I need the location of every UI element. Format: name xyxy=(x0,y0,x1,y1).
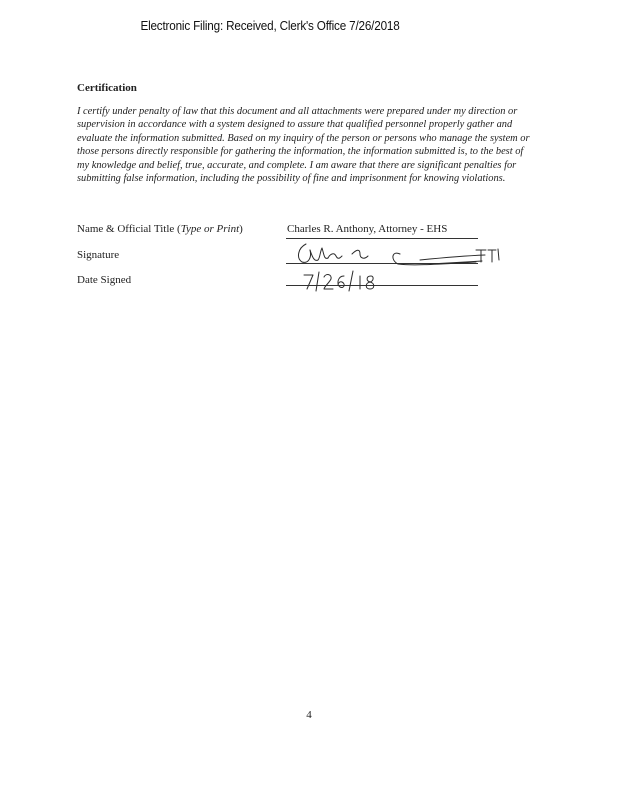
name-title-label-suffix: ) xyxy=(239,223,243,235)
date-signed-label: Date Signed xyxy=(77,274,132,286)
certification-heading: Certification xyxy=(77,82,137,94)
electronic-filing-stamp: Electronic Filing: Received, Clerk's Office 7/26/2018 xyxy=(140,18,400,33)
handwritten-signature-and-date xyxy=(280,236,510,296)
name-title-label xyxy=(77,223,243,235)
page-number: 4 xyxy=(306,709,312,721)
name-title-value: Charles R. Anthony, Attorney - EHS xyxy=(287,223,448,235)
name-title-label-italic: Type or Print xyxy=(180,223,240,235)
certification-statement: I certify under penalty of law that this document and all attachments were prepared under my direction or supervision in accordance with a system designed to assure that qualified personnel properly gather and evaluate the information submitted. Based on my inquiry of the person or persons who manage the system or those persons directly responsible for gathering the information, the information submitted is, to the best of my knowledge and belief, true, accurate, and complete. I am aware that there are significant penalties for submitting false information, including the possibility of fine and imprisonment for knowing violations. xyxy=(77,106,530,185)
signature-label: Signature xyxy=(77,249,120,261)
name-title-label-prefix: Name & Official Title ( xyxy=(77,223,181,235)
